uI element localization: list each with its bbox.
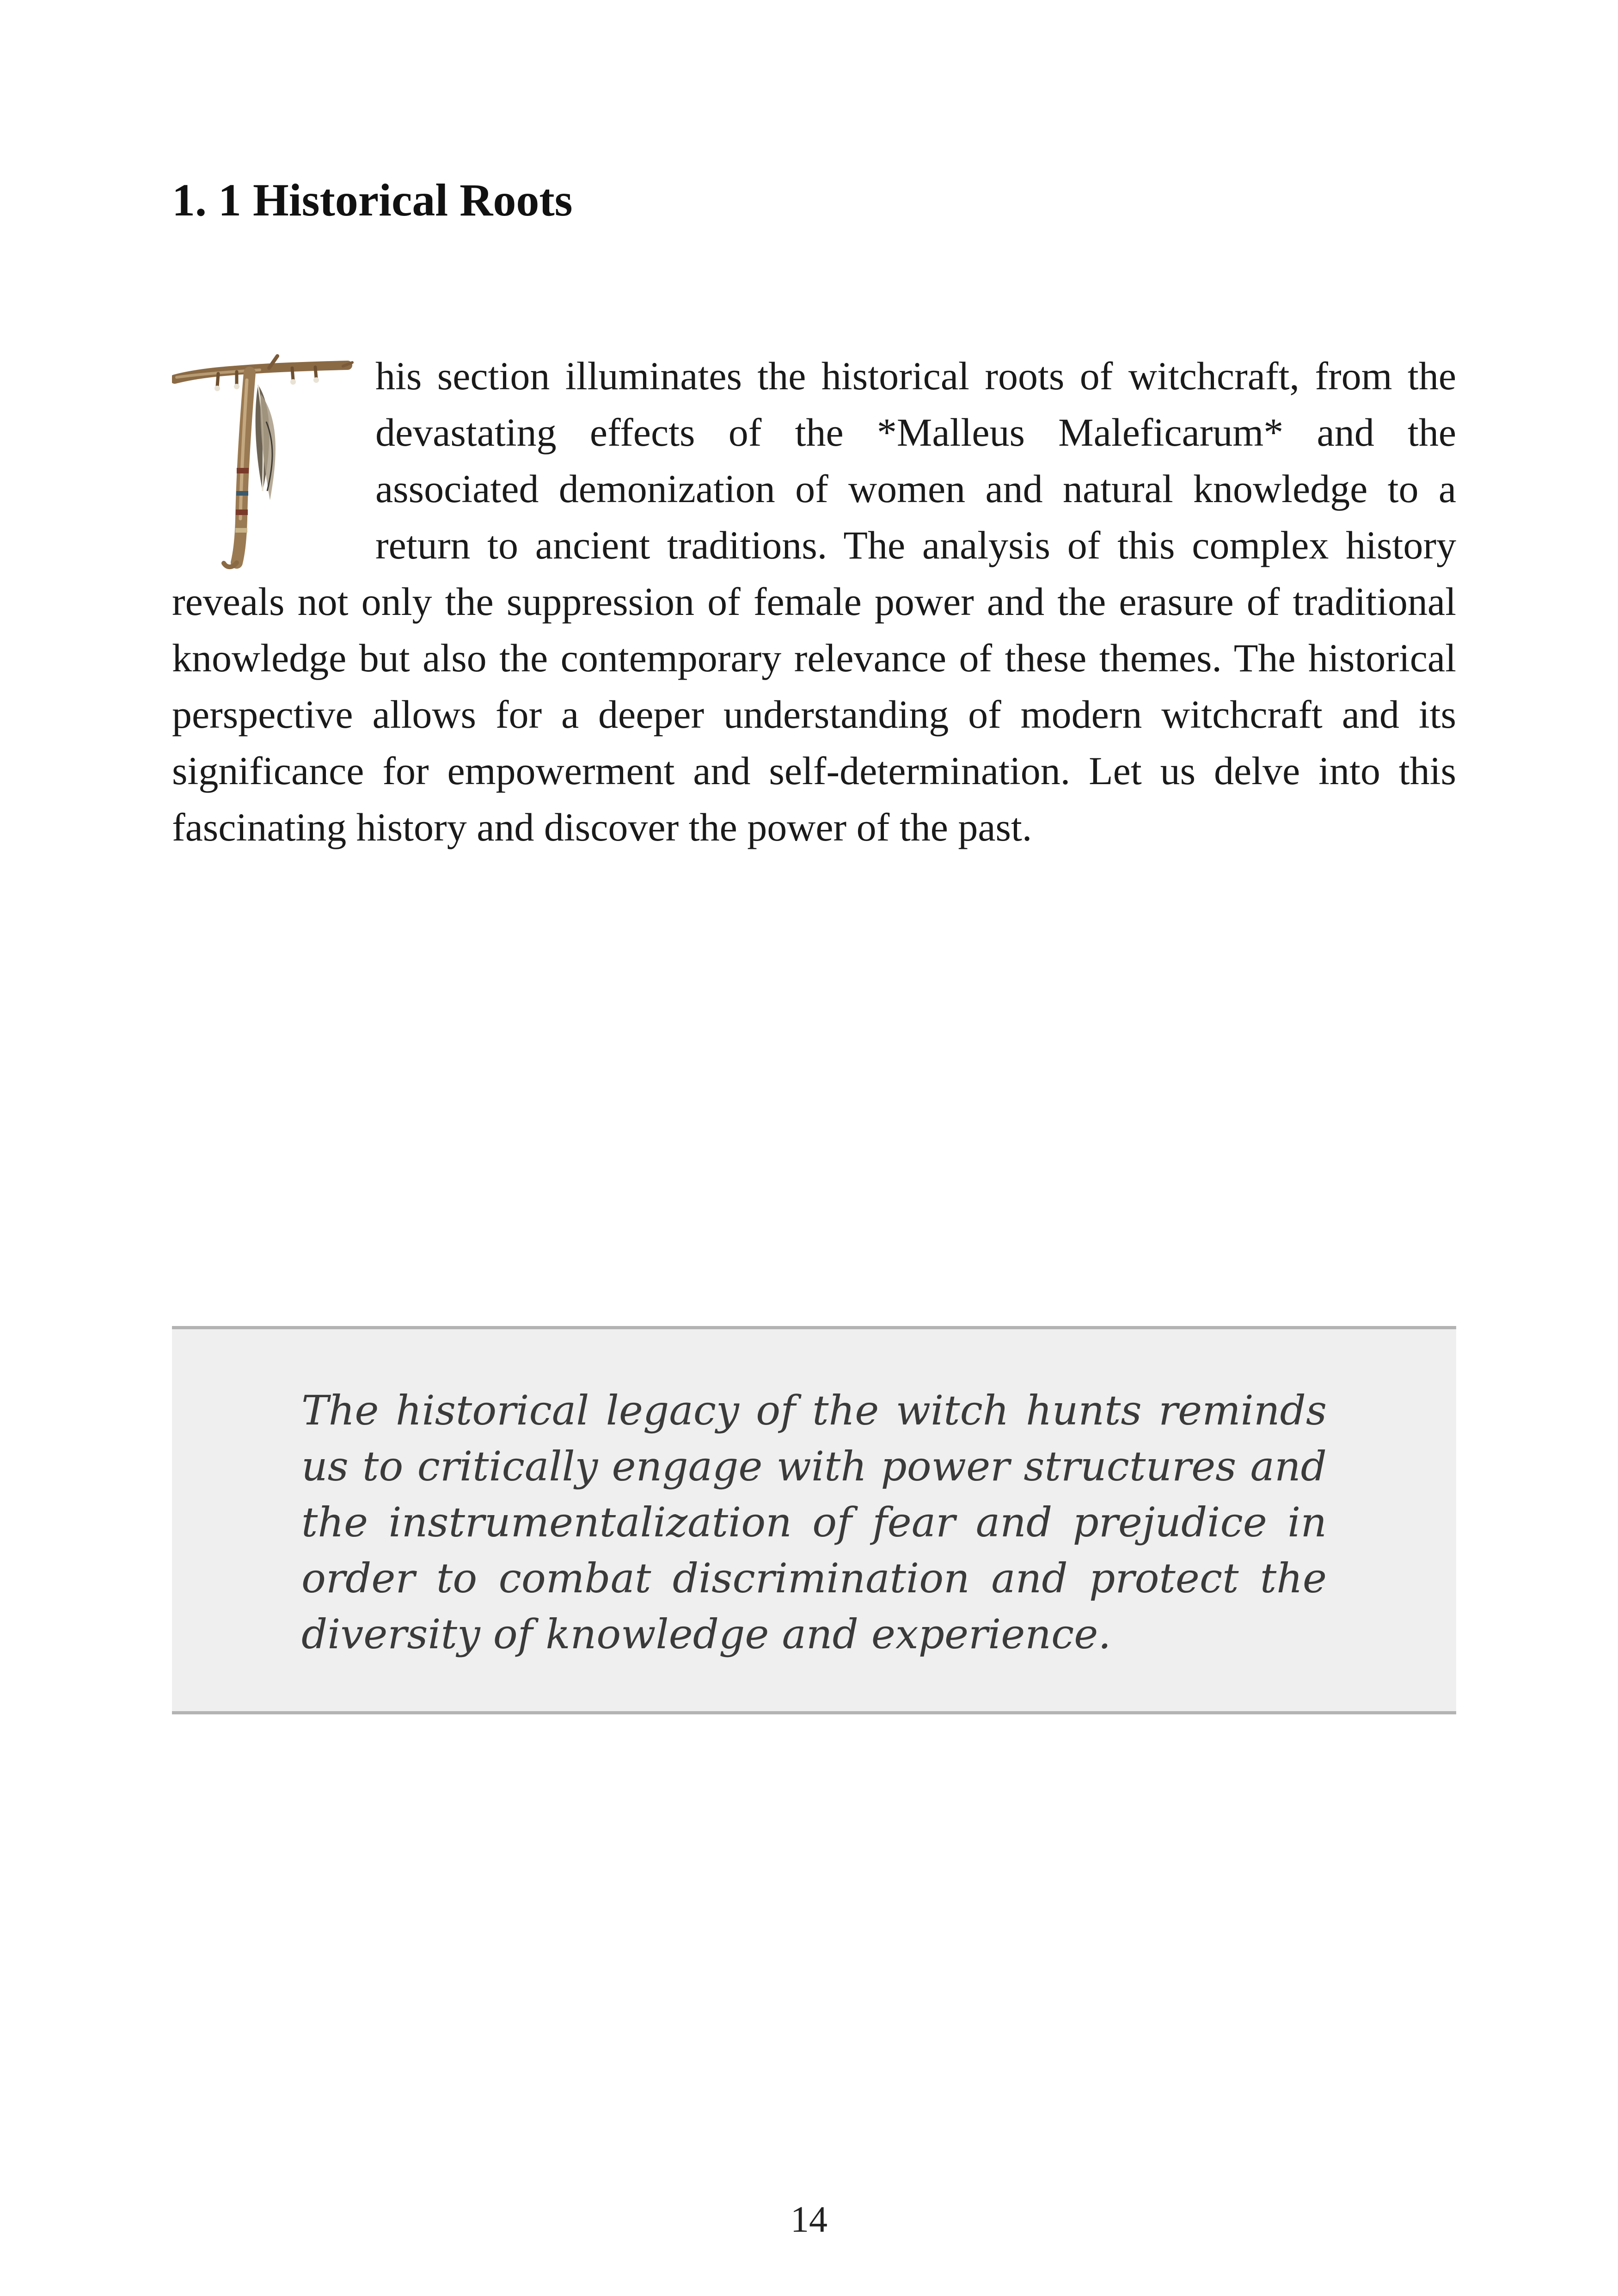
- section-heading: 1. 1 Historical Roots: [172, 174, 573, 226]
- callout-quote: The historical legacy of the witch hunts reminds us to critically engage with power structures and the instrumentalization of fear and prejudice in order to combat discrimination and protect the diversity of knowledge and experience.: [301, 1387, 1327, 1658]
- dropcap-t-branch-illustration: [172, 352, 357, 570]
- callout-box: [172, 1326, 1456, 1714]
- body-paragraph: [172, 348, 1456, 855]
- body-text: his section illuminates the historical roots of witchcraft, from the devastating effects of the *Malleus Maleficarum* and the associated demonization of women and natural knowledge to a return to ancient traditions. The analysis of this complex history reveals not only the suppression of female power and the erasure of traditional knowledge but also the contemporary relevance of these themes. The historical perspective allows for a deeper understanding of modern witchcraft and its significance for empowerment and self-determination. Let us delve into this fascinating history and discover the power of the past.: [172, 354, 1456, 849]
- page-number: 14: [791, 2199, 827, 2240]
